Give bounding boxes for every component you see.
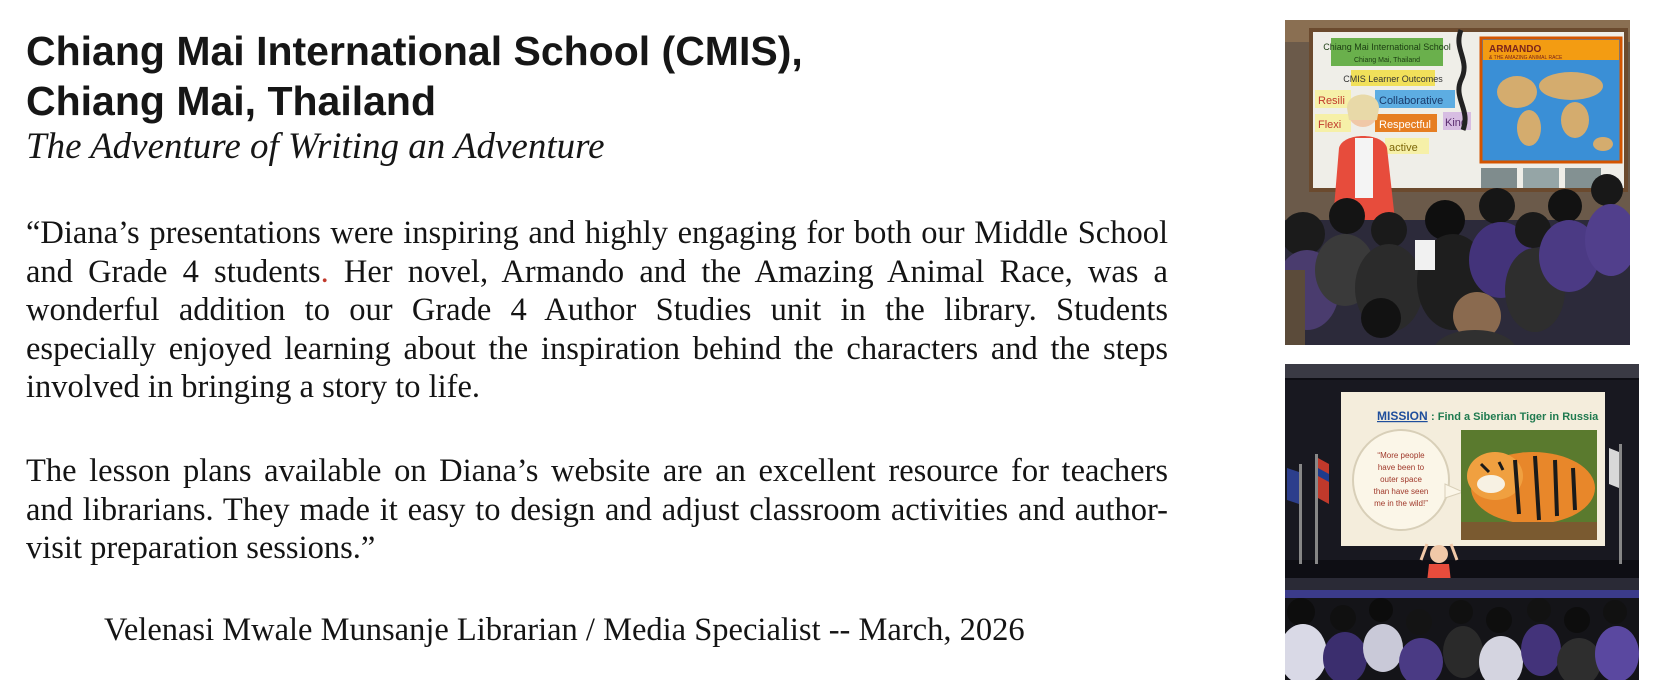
auditorium-photo-graphic [1285,364,1639,680]
school-location: Chiang Mai, Thailand [26,78,437,124]
board-word-1: Resili [1318,95,1345,107]
testimonial-p1-start: “Diana’s presentations were inspiring and highly engaging for both our Middle School and Grade 4 students [26,215,1168,290]
page-subtitle: The Adventure of Writing an Adventure [26,126,605,167]
bubble-line-5: me in the wild!” [1374,499,1428,508]
testimonial-attribution: Velenasi Mwale Munsanje Librarian / Media Specialist -- March, 2026 [104,612,1025,648]
testimonial-paragraph-2: The lesson plans available on Diana’s website are an excellent resource for teachers and librarians. They made it easy to design and adjust classroom activities and author-visit preparation sessions.” [26,453,1168,566]
testimonial-p1-period: . [320,253,329,290]
bubble-line-3: outer space [1380,475,1422,484]
bubble-line-1: “More people [1377,451,1425,460]
poster-title: ARMANDO [1489,44,1542,55]
board-subtitle: Chiang Mai, Thailand [1353,57,1421,64]
board-word-4: Respectful [1379,119,1431,131]
board-word-2: Collaborative [1379,95,1444,107]
board-word-5: Kind [1445,117,1468,129]
school-name: Chiang Mai International School (CMIS), [26,28,803,74]
testimonial-p1-end: Her novel, Armando and the Amazing Animal Race, was a wonderful addition to our Grade 4 Author Studies unit in the library. Students especially enjoyed learning about the inspiration behind the characters and the steps involved in bringing a story to life. [26,253,1168,405]
bubble-line-4: than have seen [1373,487,1429,496]
auditorium-photo [1285,364,1639,680]
classroom-photo-graphic [1285,20,1630,345]
slide-title: : Find a Siberian Tiger in Russia [1431,411,1599,423]
board-title: Chiang Mai International School [1323,42,1451,52]
board-heading: CMIS Learner Outcomes [1343,74,1443,84]
slide-mission-label: MISSION [1377,409,1428,423]
board-word-6: active [1389,142,1418,154]
testimonial-paragraph-1 [26,214,1168,407]
poster-subtitle: & THE AMAZING ANIMAL RACE [1489,55,1563,61]
classroom-photo [1285,20,1630,345]
school-heading [26,26,803,126]
board-word-3: Flexi [1318,119,1342,131]
bubble-line-2: have been to [1377,463,1425,472]
